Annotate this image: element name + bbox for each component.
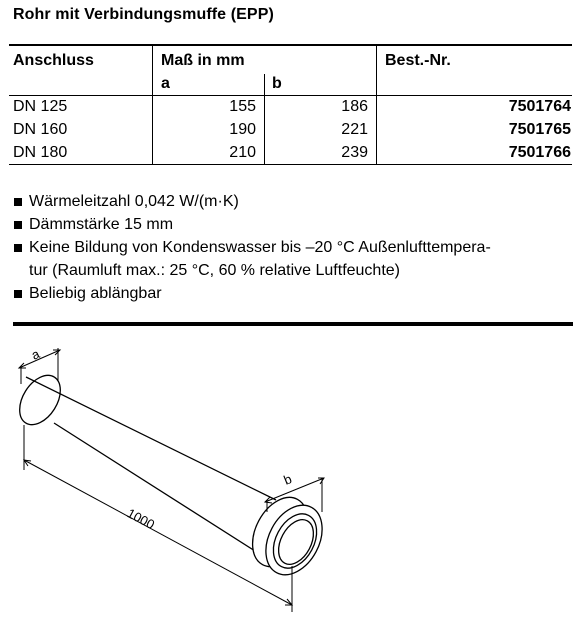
table-top-rule — [9, 44, 572, 46]
page-title: Rohr mit Verbindungsmuffe (EPP) — [13, 6, 274, 23]
cell-anschluss: DN 160 — [13, 121, 68, 138]
header-a: a — [161, 75, 170, 92]
column-divider — [376, 46, 377, 164]
section-divider — [13, 322, 573, 326]
cell-b: 186 — [341, 98, 368, 115]
header-anschluss: Anschluss — [13, 52, 94, 69]
feature-list — [13, 190, 573, 305]
header-bestnr: Best.-Nr. — [385, 52, 451, 69]
bullet-square-icon — [14, 221, 22, 229]
header-b: b — [272, 75, 282, 92]
table-bottom-rule — [9, 164, 572, 165]
column-divider — [152, 46, 153, 164]
list-item — [13, 190, 573, 213]
bullet-square-icon — [14, 198, 22, 206]
table-header-rule — [9, 95, 572, 96]
feature-text: Wärmeleitzahl 0,042 W/(m·K) — [29, 193, 239, 210]
list-item — [13, 282, 573, 305]
feature-text: tur (Raumluft max.: 25 °C, 60 % relative Luftfeuchte) — [29, 262, 400, 279]
column-divider — [264, 74, 265, 164]
pipe-drawing — [0, 330, 360, 620]
dimension-length — [24, 425, 292, 612]
dimension-b-label: b — [281, 471, 294, 488]
list-item — [13, 236, 573, 259]
cell-bestnr: 7501764 — [508, 98, 571, 115]
feature-text: Beliebig ablängbar — [29, 285, 162, 302]
cell-a: 210 — [229, 144, 256, 161]
pipe-socket — [241, 488, 333, 584]
cell-bestnr: 7501765 — [508, 121, 571, 138]
dimension-a — [19, 348, 60, 384]
list-item — [13, 213, 573, 236]
cell-b: 239 — [341, 144, 368, 161]
bullet-square-icon — [14, 244, 22, 252]
cell-bestnr: 7501766 — [508, 144, 571, 161]
cell-a: 155 — [229, 98, 256, 115]
feature-text: Dämmstärke 15 mm — [29, 216, 174, 233]
bullet-square-icon — [14, 290, 22, 298]
pipe-body — [11, 368, 276, 558]
header-mass: Maß in mm — [161, 52, 245, 69]
list-item-continuation — [13, 259, 573, 282]
cell-anschluss: DN 180 — [13, 144, 68, 161]
cell-anschluss: DN 125 — [13, 98, 68, 115]
dimension-a-label: a — [29, 346, 42, 363]
cell-a: 190 — [229, 121, 256, 138]
dimension-length-label: 1000 — [124, 505, 158, 533]
feature-text: Keine Bildung von Kondenswasser bis –20 °C Außenlufttempera- — [29, 239, 491, 256]
cell-b: 221 — [341, 121, 368, 138]
